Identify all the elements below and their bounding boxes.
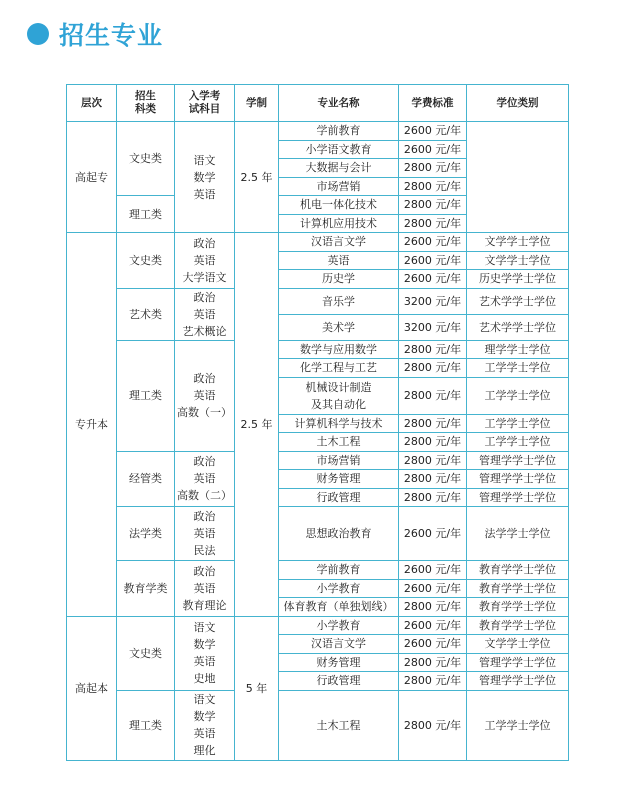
subjects-cell: 政治 英语 高数（一） xyxy=(175,340,235,451)
major-cell: 财务管理 xyxy=(279,470,399,489)
major-cell: 数学与应用数学 xyxy=(279,340,399,359)
table-row xyxy=(67,340,569,359)
fee-cell: 2600 元/年 xyxy=(399,140,467,159)
table-row xyxy=(67,690,569,760)
fee-cell: 2600 元/年 xyxy=(399,251,467,270)
subjects-cell: 语文 数学 英语 理化 xyxy=(175,690,235,760)
category-cell: 文史类 xyxy=(117,122,175,196)
major-cell: 历史学 xyxy=(279,270,399,289)
table-row xyxy=(67,507,569,561)
level-cell: 高起专 xyxy=(67,122,117,233)
major-cell: 美术学 xyxy=(279,314,399,340)
subjects-cell: 语文 数学 英语 史地 xyxy=(175,616,235,690)
degree-cell: 工学学士学位 xyxy=(467,690,569,760)
major-cell: 市场营销 xyxy=(279,177,399,196)
degree-cell: 工学学士学位 xyxy=(467,433,569,452)
degree-cell: 教育学学士学位 xyxy=(467,616,569,635)
degree-cell: 理学学士学位 xyxy=(467,340,569,359)
major-cell: 化学工程与工艺 xyxy=(279,359,399,378)
category-cell: 经管类 xyxy=(117,451,175,507)
subjects-cell: 政治 英语 民法 xyxy=(175,507,235,561)
category-cell: 理工类 xyxy=(117,690,175,760)
table-row xyxy=(67,233,569,252)
degree-cell: 历史学学士学位 xyxy=(467,270,569,289)
major-cell: 机电一体化技术 xyxy=(279,196,399,215)
fee-cell: 2600 元/年 xyxy=(399,122,467,141)
major-cell: 小学教育 xyxy=(279,616,399,635)
major-cell: 市场营销 xyxy=(279,451,399,470)
fee-cell: 2800 元/年 xyxy=(399,377,467,414)
fee-cell: 2800 元/年 xyxy=(399,451,467,470)
column-header-2: 入学考 试科目 xyxy=(175,85,235,122)
column-header-4: 专业名称 xyxy=(279,85,399,122)
major-cell: 计算机应用技术 xyxy=(279,214,399,233)
major-cell: 大数据与会计 xyxy=(279,159,399,178)
table-row xyxy=(67,616,569,635)
table-row xyxy=(67,122,569,141)
degree-cell: 管理学学士学位 xyxy=(467,672,569,691)
category-cell: 法学类 xyxy=(117,507,175,561)
subjects-cell: 政治 英语 教育理论 xyxy=(175,561,235,617)
fee-cell: 2600 元/年 xyxy=(399,635,467,654)
fee-cell: 3200 元/年 xyxy=(399,314,467,340)
fee-cell: 2800 元/年 xyxy=(399,653,467,672)
major-cell: 土木工程 xyxy=(279,433,399,452)
fee-cell: 2800 元/年 xyxy=(399,159,467,178)
subjects-cell: 语文 数学 英语 xyxy=(175,122,235,233)
degree-cell: 文学学士学位 xyxy=(467,251,569,270)
level-cell: 高起本 xyxy=(67,616,117,760)
fee-cell: 2800 元/年 xyxy=(399,177,467,196)
degree-cell: 文学学士学位 xyxy=(467,233,569,252)
degree-cell: 管理学学士学位 xyxy=(467,653,569,672)
fee-cell: 2600 元/年 xyxy=(399,270,467,289)
fee-cell: 2800 元/年 xyxy=(399,340,467,359)
fee-cell: 2800 元/年 xyxy=(399,672,467,691)
degree-cell: 管理学学士学位 xyxy=(467,488,569,507)
fee-cell: 2800 元/年 xyxy=(399,196,467,215)
degree-cell: 工学学士学位 xyxy=(467,377,569,414)
fee-cell: 2800 元/年 xyxy=(399,470,467,489)
fee-cell: 2800 元/年 xyxy=(399,598,467,617)
fee-cell: 2600 元/年 xyxy=(399,561,467,580)
major-cell: 财务管理 xyxy=(279,653,399,672)
admissions-table xyxy=(66,84,569,761)
major-cell: 行政管理 xyxy=(279,672,399,691)
category-cell: 理工类 xyxy=(117,196,175,233)
major-cell: 小学教育 xyxy=(279,579,399,598)
degree-cell: 教育学学士学位 xyxy=(467,561,569,580)
bullet-dot-icon xyxy=(27,23,49,45)
degree-cell: 文学学士学位 xyxy=(467,635,569,654)
fee-cell: 2600 元/年 xyxy=(399,233,467,252)
level-cell: 专升本 xyxy=(67,233,117,617)
fee-cell: 2800 元/年 xyxy=(399,214,467,233)
fee-cell: 3200 元/年 xyxy=(399,288,467,314)
fee-cell: 2600 元/年 xyxy=(399,507,467,561)
duration-cell: 2.5 年 xyxy=(235,122,279,233)
major-cell: 英语 xyxy=(279,251,399,270)
major-cell: 汉语言文学 xyxy=(279,635,399,654)
fee-cell: 2600 元/年 xyxy=(399,579,467,598)
major-cell: 计算机科学与技术 xyxy=(279,414,399,433)
section-title: 招生专业 xyxy=(59,21,164,50)
fee-cell: 2800 元/年 xyxy=(399,414,467,433)
degree-cell: 管理学学士学位 xyxy=(467,451,569,470)
subjects-cell: 政治 英语 艺术概论 xyxy=(175,288,235,340)
fee-cell: 2800 元/年 xyxy=(399,488,467,507)
degree-cell xyxy=(467,122,569,233)
duration-cell: 2.5 年 xyxy=(235,233,279,617)
column-header-5: 学费标准 xyxy=(399,85,467,122)
major-cell: 行政管理 xyxy=(279,488,399,507)
degree-cell: 工学学士学位 xyxy=(467,359,569,378)
fee-cell: 2800 元/年 xyxy=(399,359,467,378)
major-cell: 体育教育（单独划线） xyxy=(279,598,399,617)
fee-cell: 2800 元/年 xyxy=(399,690,467,760)
category-cell: 理工类 xyxy=(117,340,175,451)
major-cell: 汉语言文学 xyxy=(279,233,399,252)
table-header-row xyxy=(67,85,569,122)
major-cell: 机械设计制造 及其自动化 xyxy=(279,377,399,414)
degree-cell: 教育学学士学位 xyxy=(467,598,569,617)
fee-cell: 2800 元/年 xyxy=(399,433,467,452)
subjects-cell: 政治 英语 高数（二） xyxy=(175,451,235,507)
major-cell: 思想政治教育 xyxy=(279,507,399,561)
section-header xyxy=(27,14,163,54)
category-cell: 教育学类 xyxy=(117,561,175,617)
degree-cell: 工学学士学位 xyxy=(467,414,569,433)
category-cell: 文史类 xyxy=(117,616,175,690)
column-header-1: 招生 科类 xyxy=(117,85,175,122)
degree-cell: 艺术学学士学位 xyxy=(467,314,569,340)
table-row xyxy=(67,288,569,314)
degree-cell: 管理学学士学位 xyxy=(467,470,569,489)
major-cell: 音乐学 xyxy=(279,288,399,314)
category-cell: 文史类 xyxy=(117,233,175,289)
major-cell: 土木工程 xyxy=(279,690,399,760)
category-cell: 艺术类 xyxy=(117,288,175,340)
duration-cell: 5 年 xyxy=(235,616,279,760)
subjects-cell: 政治 英语 大学语文 xyxy=(175,233,235,289)
column-header-0: 层次 xyxy=(67,85,117,122)
major-cell: 学前教育 xyxy=(279,122,399,141)
degree-cell: 法学学士学位 xyxy=(467,507,569,561)
major-cell: 小学语文教育 xyxy=(279,140,399,159)
column-header-6: 学位类别 xyxy=(467,85,569,122)
degree-cell: 艺术学学士学位 xyxy=(467,288,569,314)
major-cell: 学前教育 xyxy=(279,561,399,580)
fee-cell: 2600 元/年 xyxy=(399,616,467,635)
column-header-3: 学制 xyxy=(235,85,279,122)
table-row xyxy=(67,561,569,580)
table-row xyxy=(67,451,569,470)
degree-cell: 教育学学士学位 xyxy=(467,579,569,598)
